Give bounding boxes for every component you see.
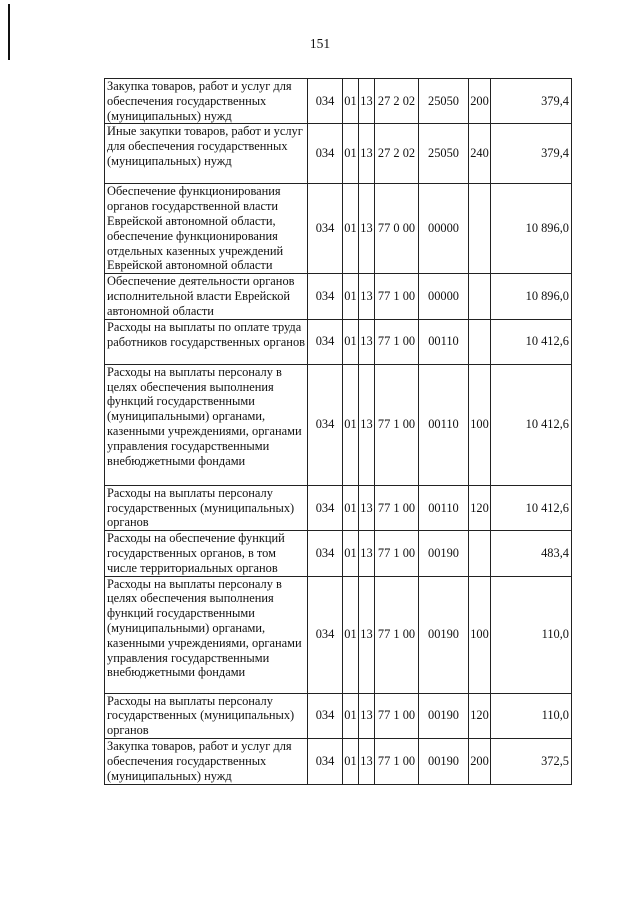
- row-csr-dir: 00000: [419, 274, 469, 319]
- table-row: [105, 738, 572, 784]
- row-name: Закупка товаров, работ и услуг для обеспечения государственных (муниципальных) нужд: [105, 738, 308, 784]
- row-pr: 13: [359, 485, 375, 530]
- table-row: [105, 124, 572, 184]
- table-row: [105, 485, 572, 530]
- row-csr-dir: 00190: [419, 738, 469, 784]
- row-rz: 01: [343, 184, 359, 274]
- row-name: Расходы на выплаты персоналу в целях обеспечения выполнения функций государственными (муниципальными) органами, казенными учреждениями, органами управления государственными внебюджетными фондами: [105, 576, 308, 693]
- row-vr: [469, 274, 491, 319]
- row-vr: [469, 184, 491, 274]
- table-row: [105, 531, 572, 576]
- table-row: [105, 576, 572, 693]
- row-rz: 01: [343, 693, 359, 738]
- row-pr: 13: [359, 693, 375, 738]
- row-sum: 379,4: [491, 79, 572, 124]
- row-rz: 01: [343, 531, 359, 576]
- row-csr-dir: 00110: [419, 364, 469, 485]
- row-csr-dir: 00190: [419, 576, 469, 693]
- row-name: Расходы на выплаты персоналу государственных (муниципальных) органов: [105, 693, 308, 738]
- row-csr-prog: 27 2 02: [375, 79, 419, 124]
- row-csr-prog: 77 1 00: [375, 531, 419, 576]
- row-ved: 034: [308, 124, 343, 184]
- row-name: Обеспечение функционирования органов государственной власти Еврейской автономной области, обеспечение функционирования отдельных казенных учреждений Еврейской автономной области: [105, 184, 308, 274]
- row-pr: 13: [359, 274, 375, 319]
- row-csr-prog: 77 1 00: [375, 274, 419, 319]
- row-csr-dir: 00190: [419, 531, 469, 576]
- row-ved: 034: [308, 364, 343, 485]
- row-ved: 034: [308, 319, 343, 364]
- row-vr: 240: [469, 124, 491, 184]
- row-vr: 120: [469, 485, 491, 530]
- table-row: [105, 184, 572, 274]
- row-csr-prog: 77 1 00: [375, 738, 419, 784]
- row-rz: 01: [343, 319, 359, 364]
- row-vr: 200: [469, 79, 491, 124]
- row-vr: 100: [469, 364, 491, 485]
- row-ved: 034: [308, 531, 343, 576]
- row-vr: [469, 531, 491, 576]
- row-vr: 100: [469, 576, 491, 693]
- row-csr-dir: 00000: [419, 184, 469, 274]
- row-csr-prog: 77 0 00: [375, 184, 419, 274]
- row-vr: 120: [469, 693, 491, 738]
- row-ved: 034: [308, 184, 343, 274]
- row-csr-dir: 00110: [419, 319, 469, 364]
- row-csr-dir: 00190: [419, 693, 469, 738]
- row-sum: 379,4: [491, 124, 572, 184]
- row-rz: 01: [343, 576, 359, 693]
- row-name: Иные закупки товаров, работ и услуг для обеспечения государственных (муниципальных) нужд: [105, 124, 308, 184]
- row-sum: 10 896,0: [491, 274, 572, 319]
- table-row: [105, 79, 572, 124]
- row-vr: 200: [469, 738, 491, 784]
- row-rz: 01: [343, 274, 359, 319]
- row-ved: 034: [308, 485, 343, 530]
- row-csr-prog: 77 1 00: [375, 319, 419, 364]
- row-pr: 13: [359, 531, 375, 576]
- row-csr-prog: 27 2 02: [375, 124, 419, 184]
- row-sum: 10 412,6: [491, 485, 572, 530]
- row-sum: 110,0: [491, 576, 572, 693]
- row-name: Расходы на обеспечение функций государственных органов, в том числе территориальных органов: [105, 531, 308, 576]
- page-number: 151: [309, 36, 331, 51]
- table-row: [105, 274, 572, 319]
- row-rz: 01: [343, 738, 359, 784]
- row-rz: 01: [343, 485, 359, 530]
- row-pr: 13: [359, 319, 375, 364]
- row-sum: 110,0: [491, 693, 572, 738]
- row-csr-prog: 77 1 00: [375, 576, 419, 693]
- row-csr-dir: 00110: [419, 485, 469, 530]
- row-ved: 034: [308, 576, 343, 693]
- row-csr-prog: 77 1 00: [375, 693, 419, 738]
- row-sum: 483,4: [491, 531, 572, 576]
- row-pr: 13: [359, 364, 375, 485]
- row-rz: 01: [343, 124, 359, 184]
- row-csr-dir: 25050: [419, 124, 469, 184]
- row-ved: 034: [308, 738, 343, 784]
- row-vr: [469, 319, 491, 364]
- row-csr-prog: 77 1 00: [375, 485, 419, 530]
- row-csr-prog: 77 1 00: [375, 364, 419, 485]
- row-ved: 034: [308, 274, 343, 319]
- row-pr: 13: [359, 184, 375, 274]
- row-ved: 034: [308, 693, 343, 738]
- row-pr: 13: [359, 79, 375, 124]
- table-row: [105, 319, 572, 364]
- budget-table: [104, 78, 572, 785]
- row-name: Расходы на выплаты персоналу в целях обеспечения выполнения функций государственными (муниципальными) органами, казенными учреждениями, органами управления государственными внебюджетными фондами: [105, 364, 308, 485]
- row-sum: 10 412,6: [491, 319, 572, 364]
- row-rz: 01: [343, 79, 359, 124]
- row-sum: 10 412,6: [491, 364, 572, 485]
- row-name: Расходы на выплаты персоналу государственных (муниципальных) органов: [105, 485, 308, 530]
- row-ved: 034: [308, 79, 343, 124]
- row-csr-dir: 25050: [419, 79, 469, 124]
- row-pr: 13: [359, 576, 375, 693]
- row-sum: 372,5: [491, 738, 572, 784]
- row-pr: 13: [359, 124, 375, 184]
- row-sum: 10 896,0: [491, 184, 572, 274]
- row-name: Обеспечение деятельности органов исполнительной власти Еврейской автономной области: [105, 274, 308, 319]
- table-row: [105, 364, 572, 485]
- row-name: Расходы на выплаты по оплате труда работников государственных органов: [105, 319, 308, 364]
- row-pr: 13: [359, 738, 375, 784]
- row-rz: 01: [343, 364, 359, 485]
- table-row: [105, 693, 572, 738]
- row-name: Закупка товаров, работ и услуг для обеспечения государственных (муниципальных) нужд: [105, 79, 308, 124]
